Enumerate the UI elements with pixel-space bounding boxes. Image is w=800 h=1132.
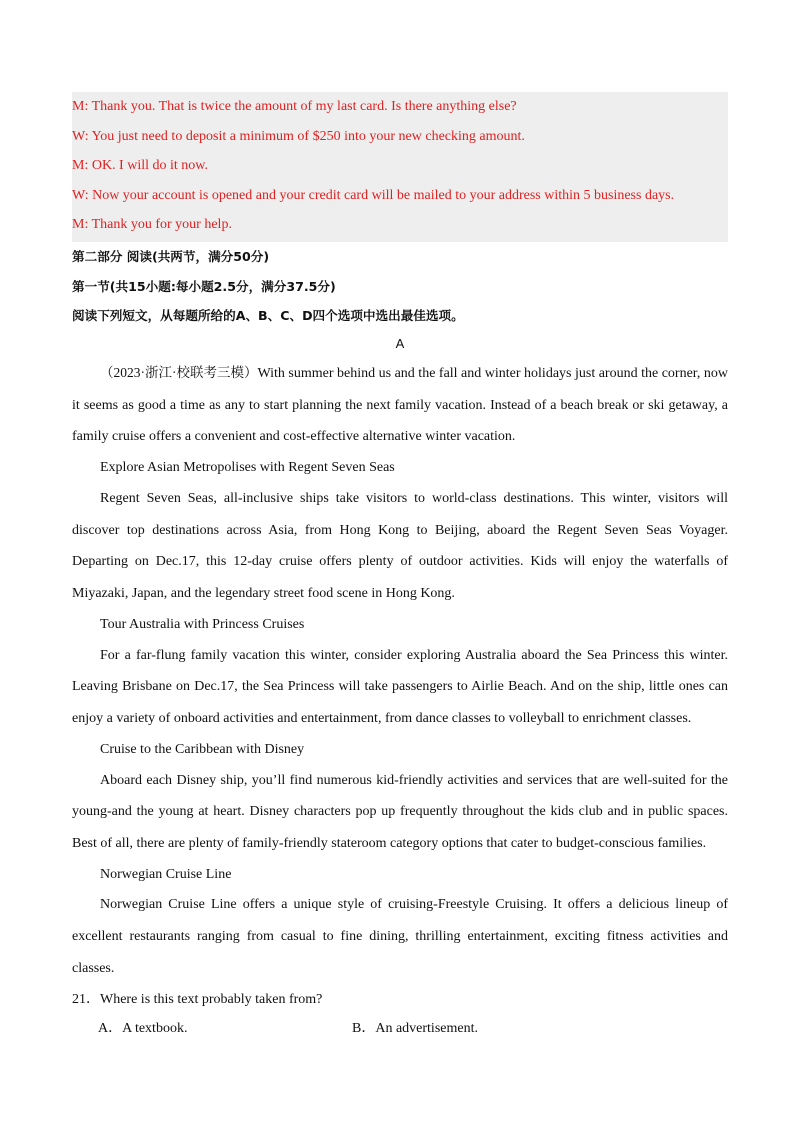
passage-label: A [395, 335, 405, 351]
cruise-heading-princess: Tour Australia with Princess Cruises [100, 616, 305, 632]
dialog-line: M: Thank you for your help. [72, 217, 232, 233]
instruction: 阅读下列短文，从每题所给的A、B、C、D四个选项中选出最佳选项。 [72, 308, 464, 324]
listening-transcript [72, 92, 728, 242]
passage-source: （2023·浙江·校联考三模） [100, 364, 258, 380]
option-b: B．An advertisement. [352, 1021, 478, 1037]
cruise-text-regent: Regent Seven Seas, all-inclusive ships take visitors to world-class destinations. This winter, visitors will discover top destinations across Asia, from Hong Kong to Beijing, aboard the Regent Seven Seas Voyager. Departing on Dec.17, this 12-day cruise offers plenty of outdoor activities. Kids will enjoy the waterfalls of Miyazaki, Japan, and the legendary street food scene in Hong Kong. [72, 490, 728, 602]
intro-text: With summer behind us and the fall and winter holidays just around the corner, now it seems as good a time as any to start planning the next family vacation. Instead of a beach break or ski getaway, a family cruise offers a convenient and cost-effective alternative winter vacation. [72, 365, 728, 445]
dialog-line: M: OK. I will do it now. [72, 158, 208, 174]
cruise-heading-norwegian: Norwegian Cruise Line [100, 866, 232, 882]
option-a: A．A textbook. [98, 1021, 188, 1037]
question-options [72, 1014, 728, 1044]
part-title: 第二部分 阅读(共两节，满分50分) [72, 248, 270, 264]
cruise-text-princess: For a far-flung family vacation this winter, consider exploring Australia aboard the Sea Princess this winter. Leaving Brisbane on Dec.17, the Sea Princess will take passengers to Airlie Beach. And on the ship, little ones can enjoy a variety of onboard activities and entertainment, from dance classes to volleyball to enrichment classes. [72, 647, 728, 727]
dialog-line: M: Thank you. That is twice the amount of my last card. Is there anything else? [72, 99, 517, 114]
passage-intro [72, 357, 728, 453]
cruise-text-norwegian: Norwegian Cruise Line offers a unique style of cruising-Freestyle Cruising. It offers a delicious lineup of excellent restaurants ranging from casual to fine dining, thrilling entertainment, exciting fitness activities and classes. [72, 897, 728, 977]
document-page [72, 92, 728, 1044]
cruise-heading-regent: Explore Asian Metropolises with Regent Seven Seas [100, 460, 395, 476]
dialog-line: W: You just need to deposit a minimum of $250 into your new checking amount. [72, 128, 525, 144]
cruise-heading-disney: Cruise to the Caribbean with Disney [100, 741, 305, 757]
cruise-text-disney: Aboard each Disney ship, you’ll find numerous kid-friendly activities and services that are well-suited for the young-and the young at heart. Disney characters pop up frequently throughout the kids club and in public spaces. Best of all, there are plenty of family-friendly stateroom category options that cater to budget-conscious families. [72, 772, 728, 852]
dialog-line: W: Now your account is opened and your credit card will be mailed to your address within 5 business days. [72, 187, 675, 203]
question-21: 21．Where is this text probably taken from? [72, 991, 323, 1007]
section-title: 第一节(共15小题:每小题2.5分，满分37.5分) [72, 278, 336, 294]
